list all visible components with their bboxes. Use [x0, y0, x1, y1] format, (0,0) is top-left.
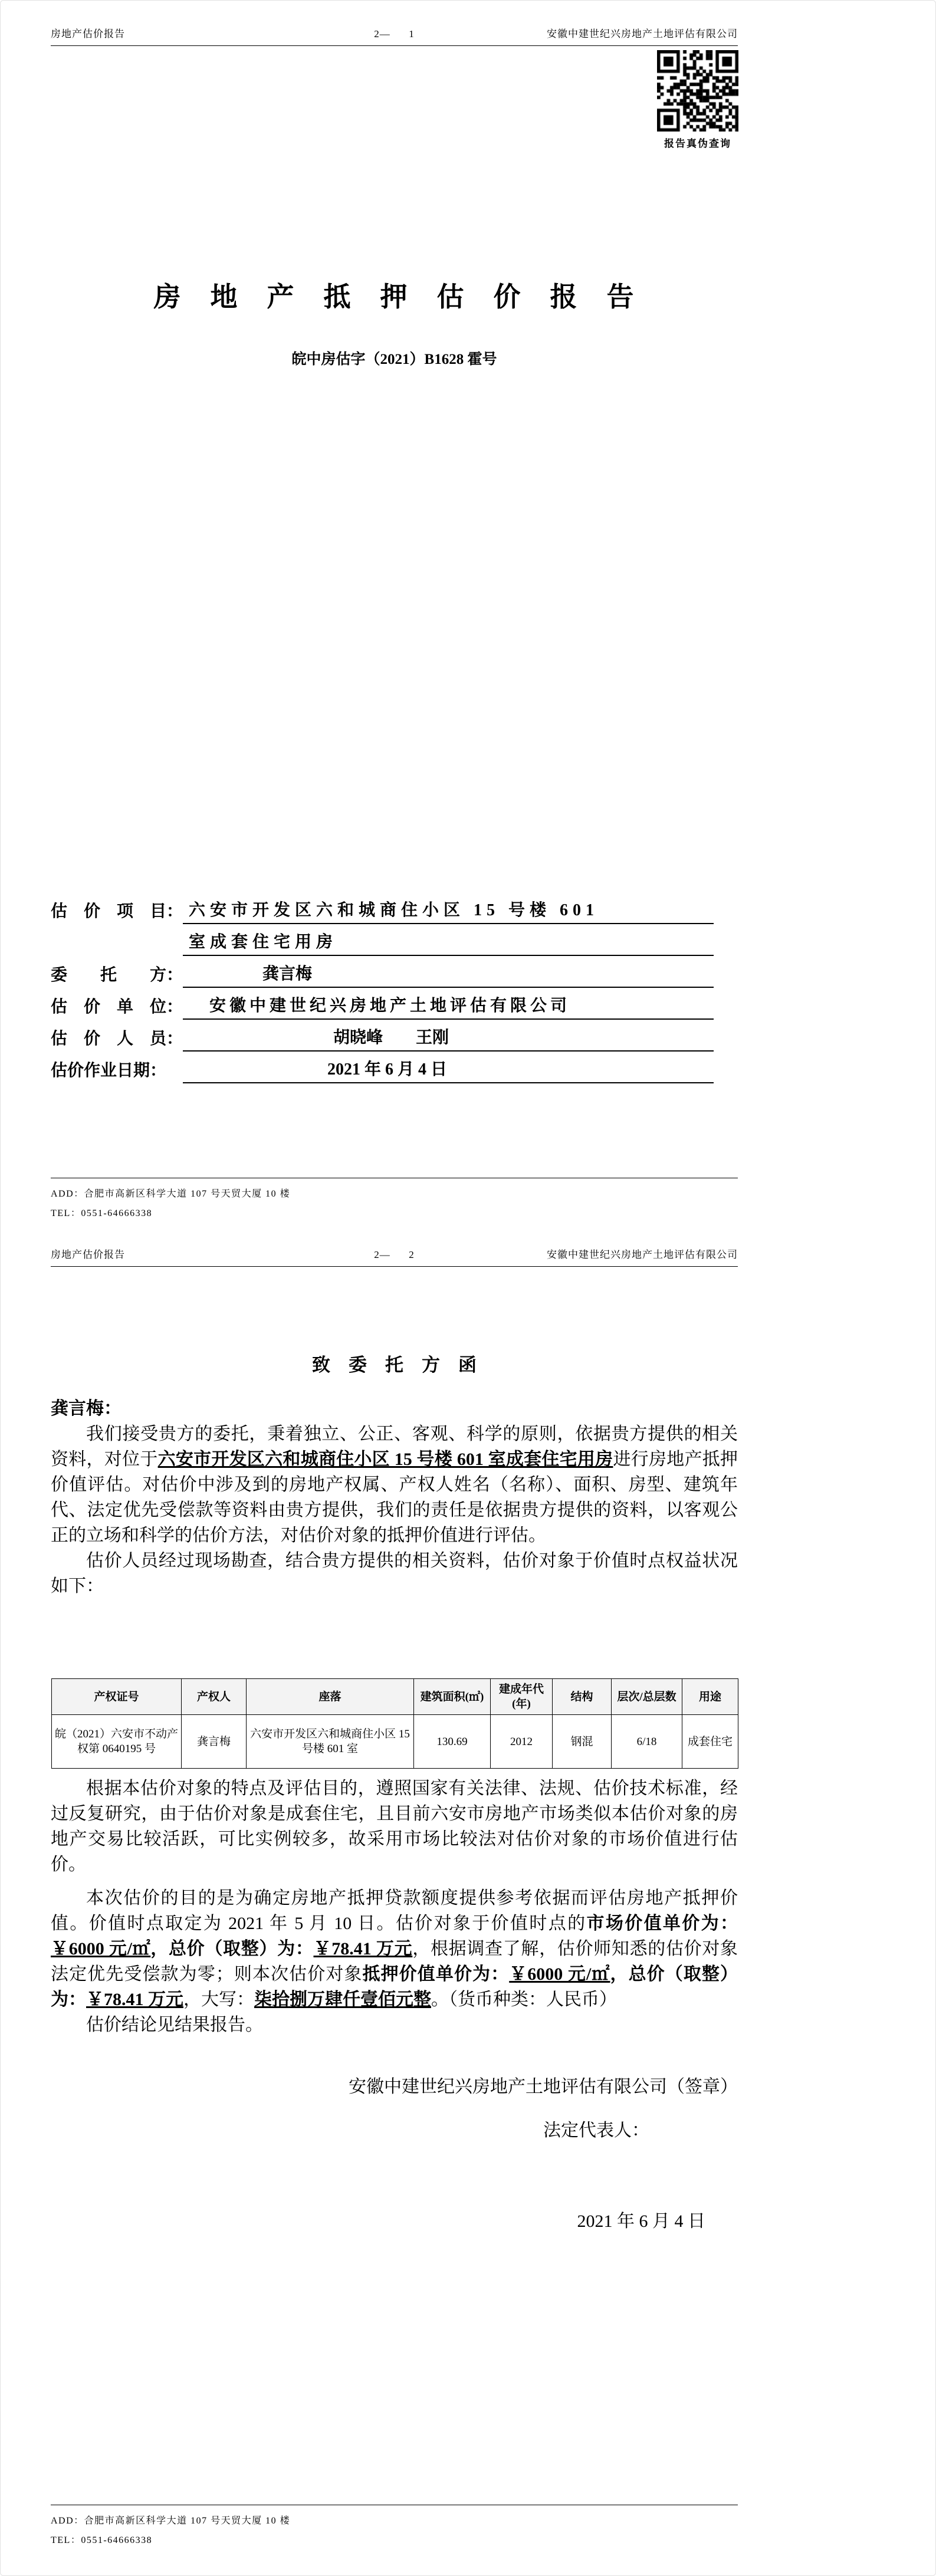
page2-header	[51, 1246, 738, 1267]
salutation: 龚言梅：	[51, 1399, 121, 1418]
field-value: 胡晓峰 王刚	[183, 1027, 714, 1052]
table-cell-year: 2012	[491, 1715, 553, 1769]
form-field-appraisers	[51, 1020, 714, 1052]
footer-tel: TEL：0551-64666338	[51, 2535, 153, 2545]
field-label: 估 价 人 员：	[51, 1030, 183, 1048]
field-value: 2021 年 6 月 4 日	[183, 1059, 714, 1083]
qr-code	[657, 50, 738, 132]
form-field-project-line2	[51, 924, 714, 956]
paragraph-method: 根据本估价对象的特点及评估目的，遵照国家有关法律、法规、估价技术标准，经过反复研究，由于估价对象是成套住宅，且目前六安市房地产市场类似本估价对象的房地产交易比较活跃，可比实例较多，故采用市场比较法对估价对象的市场价值进行估价。	[51, 1779, 738, 1874]
table-row	[52, 1715, 738, 1769]
table-header-cell: 层次/总层数	[612, 1679, 682, 1715]
header-company-name: 安徽中建世纪兴房地产土地评估有限公司	[547, 28, 738, 40]
header-company-name: 安徽中建世纪兴房地产土地评估有限公司	[547, 1249, 738, 1260]
field-label: 估价作业日期：	[51, 1062, 167, 1080]
table-header-cell: 结构	[553, 1679, 612, 1715]
table-cell-owner: 龚言梅	[182, 1715, 247, 1769]
table-header-cell: 建筑面积(㎡)	[414, 1679, 491, 1715]
page1-footer	[51, 1178, 738, 1223]
table-header-cell: 座落	[247, 1679, 414, 1715]
report-title: 房 地 产 抵 押 估 价 报 告	[153, 282, 635, 312]
table-cell-usage: 成套住宅	[682, 1715, 738, 1769]
footer-address: ADD：合肥市高新区科学大道 107 号天贸大厦 10 楼	[51, 2516, 291, 2526]
field-label: 估 价 项 目：	[51, 902, 183, 921]
paragraph-valuation: 本次估价的目的是为确定房地产抵押贷款额度提供参考依据而评估房地产抵押价值。价值时点取定为 2021 年 5 月 10 日。估价对象于价值时点的市场价值单价为：￥6000 元/㎡，总价（取整）为：￥78.41 万元，根据调查了解，估价师知悉的估价对象法定优先受偿款为零；则本次估价对象抵押价值单价为：￥6000 元/㎡，总价（取整）为：￥78.41 万元，大写：柒拾捌万肆仟壹佰元整。（货币种类：人民币）	[51, 1888, 738, 2009]
paragraph-conclusion: 估价结论见结果报告。	[86, 2015, 263, 2035]
field-label	[51, 954, 183, 956]
table-cell-cert-no: 皖（2021）六安市不动产权第 0640195 号	[52, 1715, 182, 1769]
paragraph-survey: 估价人员经过现场勘查，结合贵方提供的相关资料，估价对象于价值时点权益状况如下：	[51, 1551, 738, 1596]
letter-title: 致 委 托 方 函	[312, 1355, 477, 1375]
qr-block	[656, 50, 739, 150]
header-doc-type: 房地产估价报告	[51, 1249, 125, 1260]
form-field-appraisal-unit	[51, 988, 714, 1020]
table-header-row	[52, 1679, 738, 1715]
table-header-cell: 建成年代(年)	[491, 1679, 553, 1715]
signature-company: 安徽中建世纪兴房地产土地评估有限公司（签章）	[349, 2077, 738, 2097]
form-field-work-date	[51, 1052, 714, 1083]
page2-page-number: 2— 2	[374, 1249, 415, 1260]
letter-body-method	[51, 1776, 738, 1877]
page1-page-number: 2— 1	[374, 28, 415, 40]
rights-table	[51, 1678, 738, 1769]
table-header-cell: 产权人	[182, 1679, 247, 1715]
field-value: 室成套住宅用房	[183, 932, 714, 956]
cover-form	[51, 892, 714, 1083]
letter-body-top	[51, 1396, 738, 1599]
report-number: 皖中房估字（2021）B1628 霍号	[291, 351, 497, 367]
field-value: 六安市开发区六和城商住小区 15 号楼 601	[183, 900, 714, 924]
table-cell-location: 六安市开发区六和城商住小区 15 号楼 601 室	[247, 1715, 414, 1769]
field-value: 安徽中建世纪兴房地产土地评估有限公司	[183, 995, 714, 1020]
qr-caption: 报告真伪查询	[664, 138, 731, 149]
field-label: 估 价 单 位：	[51, 998, 183, 1016]
table-cell-floor: 6/18	[612, 1715, 682, 1769]
field-label: 委 托 方：	[51, 966, 183, 984]
form-field-project	[51, 892, 714, 924]
signature-date: 2021 年 6 月 4 日	[577, 2212, 705, 2231]
field-value: 龚言梅	[183, 964, 714, 988]
form-field-client	[51, 956, 714, 988]
table-header-cell: 用途	[682, 1679, 738, 1715]
table-cell-area: 130.69	[414, 1715, 491, 1769]
header-doc-type: 房地产估价报告	[51, 28, 125, 40]
page2-footer	[51, 2505, 738, 2550]
footer-address: ADD：合肥市高新区科学大道 107 号天贸大厦 10 楼	[51, 1189, 291, 1199]
footer-tel: TEL：0551-64666338	[51, 1208, 153, 1218]
signature-legal-rep: 法定代表人：	[543, 2121, 649, 2140]
table-header-cell: 产权证号	[52, 1679, 182, 1715]
paragraph-intro: 我们接受贵方的委托，秉着独立、公正、客观、科学的原则，依据贵方提供的相关资料，对位于六安市开发区六和城商住小区 15 号楼 601 室成套住宅用房进行房地产抵押价值评估。对估价中涉及到的房地产权属、产权人姓名（名称）、面积、房型、建筑年代、法定优先受偿款等资料由贵方提供，我们的责任是依据贵方提供的资料，以客观公正的立场和科学的估价方法，对估价对象的抵押价值进行评估。	[51, 1424, 738, 1545]
letter-body-result	[51, 1885, 738, 2038]
page1-header	[51, 25, 738, 46]
table-cell-structure: 钢混	[553, 1715, 612, 1769]
